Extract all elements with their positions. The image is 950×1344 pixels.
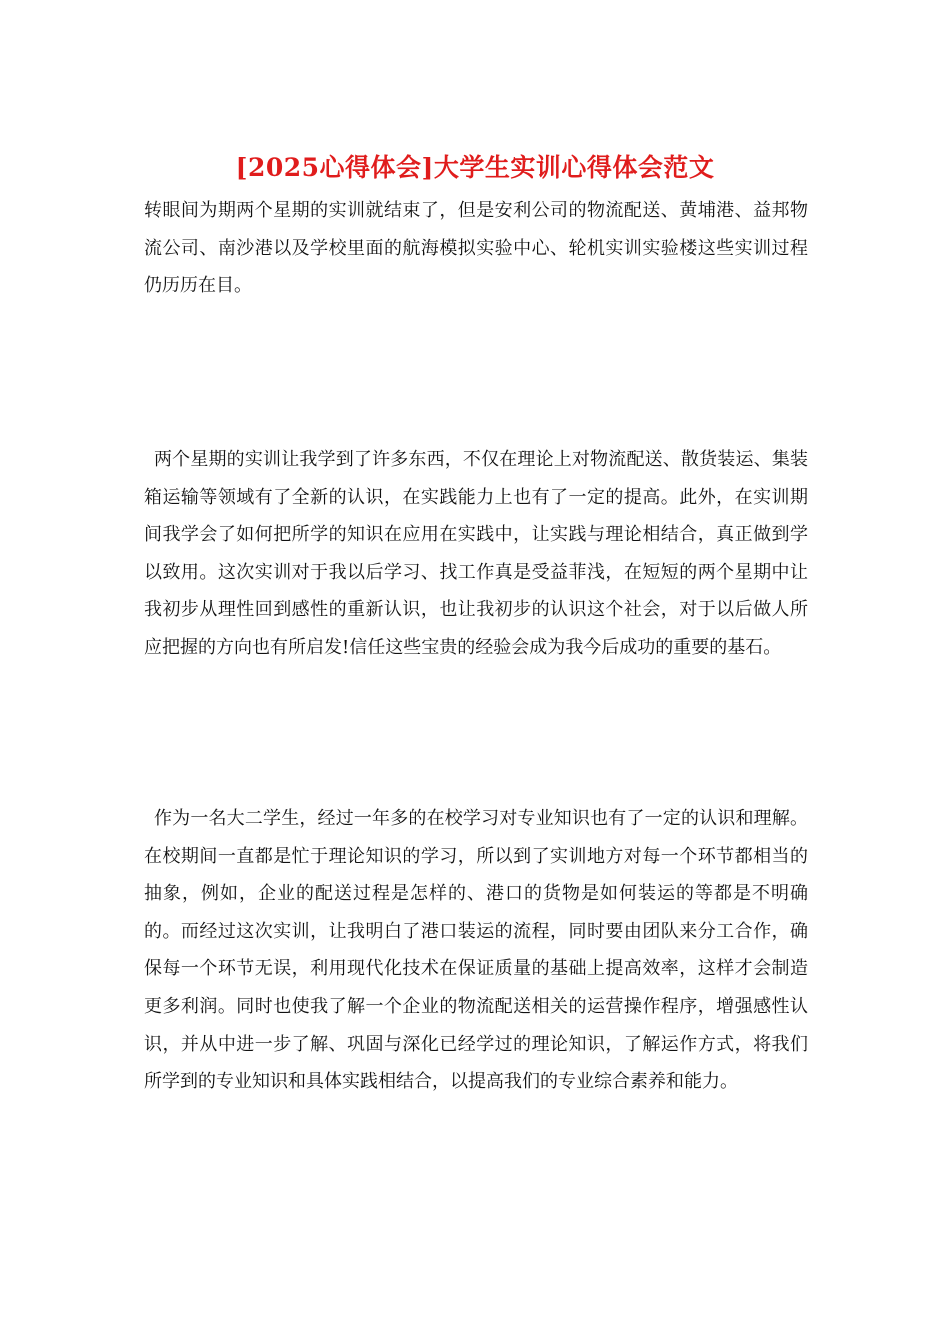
document-title: [2025心得体会]大学生实训心得体会范文 xyxy=(235,153,715,182)
paragraph-2: 两个星期的实训让我学到了许多东西，不仅在理论上对物流配送、散货装运、集装箱运输等领域有了全新的认识，在实践能力上也有了一定的提高。此外，在实训期间我学会了如何把所学的知识在应用在实践中，让实践与理论相结合，真正做到学以致用。这次实训对于我以后学习、找工作真是受益菲浅，在短短的两个星期中让我初步从理性回到感性的重新认识，也让我初步的认识这个社会，对于以后做人所应把握的方向也有所启发!信任这些宝贵的经验会成为我今后成功的重要的基石。 xyxy=(144,449,808,658)
paragraph-1: 转眼间为期两个星期的实训就结束了，但是安利公司的物流配送、黄埔港、益邦物流公司、南沙港以及学校里面的航海模拟实验中心、轮机实训实验楼这些实训过程仍历历在目。 xyxy=(144,200,808,297)
paragraph-3: 作为一名大二学生，经过一年多的在校学习对专业知识也有了一定的认识和理解。在校期间一直都是忙于理论知识的学习，所以到了实训地方对每一个环节都相当的抽象，例如，企业的配送过程是怎样的、港口的货物是如何装运的等都是不明确的。而经过这次实训，让我明白了港口装运的流程，同时要由团队来分工合作，确保每一个环节无误，利用现代化技术在保证质量的基础上提高效率，这样才会制造更多利润。同时也使我了解一个企业的物流配送相关的运营操作程序，增强感性认识，并从中进一步了解、巩固与深化已经学过的理论知识，了解运作方式，将我们所学到的专业知识和具体实践相结合，以提高我们的专业综合素养和能力。 xyxy=(144,808,808,1093)
